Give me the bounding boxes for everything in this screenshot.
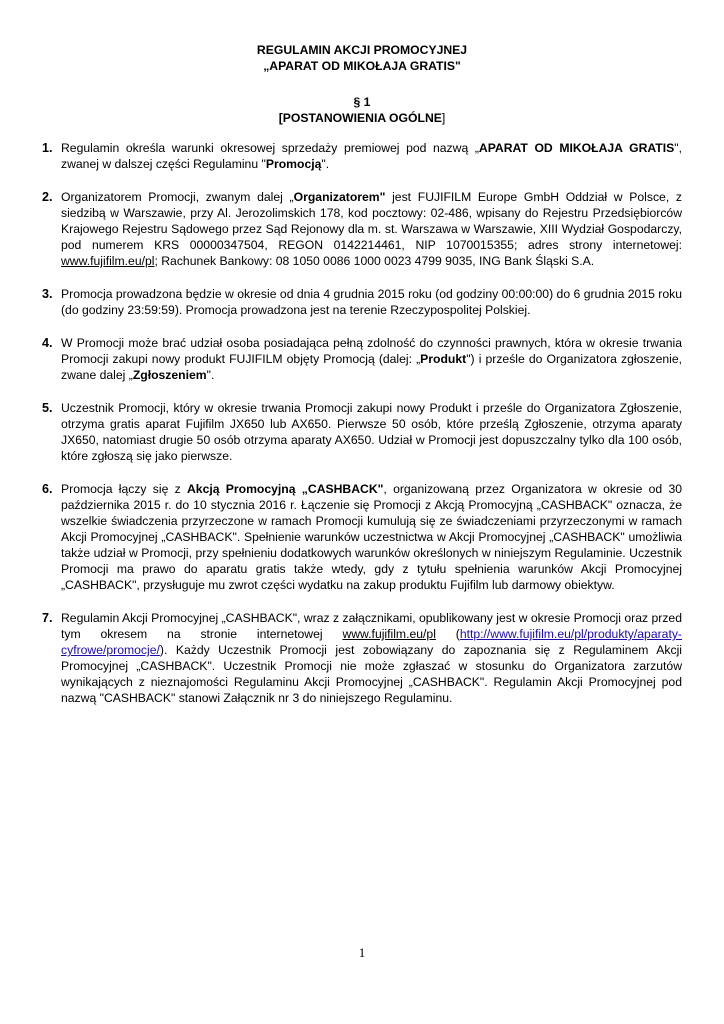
list-item: [38, 400, 682, 464]
item-text: Promocja łączy się z: [61, 482, 187, 496]
item-bold-text: Produkt: [420, 352, 467, 366]
item-number: 4.: [42, 336, 53, 350]
item-text: , organizowaną przez Organizatora w okresie od 30 października 2015 r. do 10 stycznia 2016 r. Łączenie się Promocji z Akcją Promocyjną „CASHBACK" oznacza, że wszelkie świadczenia przyrzeczone w ramach Promocji kumulują się ze świadczeniami przyrzeczonymi w ramach Akcji Promocyjnej „CASHBACK". Spełnienie warunków uczestnictwa w Akcji Promocyjnej „CASHBACK" umożliwia także udział w Promocji, przy spełnieniu dodatkowych warunków określonych w niniejszym Regulaminie. Uczestnik Promocji ma prawo do aparatu gratis także wtedy, gdy z tytułu spełnienia warunków Akcji Promocyjnej „CASHBACK", przysługuje mu zwrot części wydatku na zakup produktu Fujifilm lub darmowy obiektyw.: [61, 482, 683, 592]
item-bold-text: APARAT OD MIKOŁAJA GRATIS: [478, 141, 675, 155]
item-number: 3.: [42, 287, 53, 301]
item-text: ") i prześle do Organizatora zgłoszenie, zwane dalej „: [61, 352, 683, 382]
item-text: ".: [206, 368, 215, 382]
section-heading-bracket: ]: [441, 111, 446, 125]
item-bold-text: Zgłoszeniem: [132, 368, 207, 382]
item-text: Regulamin Akcji Promocyjnej „CASHBACK", wraz z załącznikami, opublikowany jest w okresie Promocji oraz przed tym okresem na stronie internetowej: [61, 611, 682, 641]
item-text: jest FUJIFILM Europe GmbH Oddział w Polsce, z siedzibą w Warszawie, przy Al. Jerozolimskich 178, kod pocztowy: 02-486, wpisany do Rejestru Przedsiębiorców Krajowego Rejestru Sądowego przez Sąd Rejonowy dla m. st. Warszawa w Warszawie, XIII Wydział Gospodarczy, pod numerem KRS 00000347504, REGON 0142214461, NIP 1070015355; adres strony internetowej:: [61, 190, 682, 252]
list-item: [38, 610, 682, 706]
item-text: ; Rachunek Bankowy: 08 1050 0086 1000 0023 4799 9035, ING Bank Śląski S.A.: [154, 254, 595, 268]
item-text: Regulamin określa warunki okresowej sprzedaży premiowej pod nazwą „: [61, 141, 479, 155]
document-title: REGULAMIN AKCJI PROMOCYJNEJ: [256, 43, 468, 57]
item-text: ".: [321, 157, 330, 171]
item-text: W Promocji może brać udział osoba posiadająca pełną zdolność do czynności prawnych, która w okresie trwania Promocji zakupi nowy produkt FUJIFILM objęty Promocją (dalej: „: [61, 336, 682, 366]
website-link[interactable]: www.fujifilm.eu/pl: [342, 627, 436, 641]
item-text: ). Każdy Uczestnik Promocji jest zobowiązany do zapoznania się z Regulaminem Akcji Promocyjnej „CASHBACK". Uczestnik Promocji nie może zgłaszać w stosunku do Organizatora zarzutów wynikających z nieznajomości Regulaminu Akcji Promocyjnej „CASHBACK". Regulamin Akcji Promocyjnej pod nazwą "CASHBACK" stanowi Załącznik nr 3 do niniejszego Regulaminu.: [61, 643, 682, 705]
promotions-url-link[interactable]: http://www.fujifilm.eu/pl/produkty/aparaty-cyfrowe/promocje/: [61, 627, 682, 657]
item-number: 6.: [42, 482, 53, 496]
section-heading-text: [POSTANOWIENIA OGÓLNE: [278, 111, 442, 125]
item-text: ", zwanej w dalszej części Regulaminu ": [61, 141, 682, 171]
list-item: [38, 140, 682, 172]
list-item: [38, 286, 682, 318]
section-heading: [0, 110, 724, 127]
item-number: 5.: [42, 401, 53, 415]
item-text: Promocja prowadzona będzie w okresie od dnia 4 grudnia 2015 roku (od godziny 00:00:00) do 6 grudnia 2015 roku (do godziny 23:59:59). Promocja prowadzona jest na terenie Rzeczypospolitej Polskiej.: [61, 287, 682, 317]
item-bold-text: Akcją Promocyjną „CASHBACK": [186, 482, 384, 496]
promotion-name: „APARAT OD MIKOŁAJA GRATIS": [263, 59, 461, 73]
item-text: Uczestnik Promocji, który w okresie trwania Promocji zakupi nowy Produkt i prześle do Organizatora Zgłoszenie, otrzyma gratis aparat Fujifilm JX650 lub AX650. Pierwsze 50 osób, które prześlą Zgłoszenie, otrzyma aparaty JX650, natomiast drugie 50 osób otrzyma aparaty AX650. Udział w Promocji jest dopuszczalny tylko dla 100 osób, które zgłoszą się jako pierwsze.: [61, 401, 682, 463]
item-bold-text: Promocją: [265, 157, 322, 171]
website-link[interactable]: www.fujifilm.eu/pl: [61, 254, 155, 268]
item-text: (: [435, 627, 460, 641]
item-number: 7.: [42, 611, 53, 625]
list-item: [38, 189, 682, 269]
item-number: 1.: [42, 141, 53, 155]
item-text: Organizatorem Promocji, zwanym dalej „: [61, 190, 294, 204]
regulation-list: [38, 140, 682, 723]
section-number: § 1: [353, 95, 371, 109]
list-item: [38, 335, 682, 383]
item-bold-text: Organizatorem": [293, 190, 386, 204]
item-number: 2.: [42, 190, 53, 204]
page-number: 1: [358, 945, 366, 960]
list-item: [38, 481, 682, 593]
